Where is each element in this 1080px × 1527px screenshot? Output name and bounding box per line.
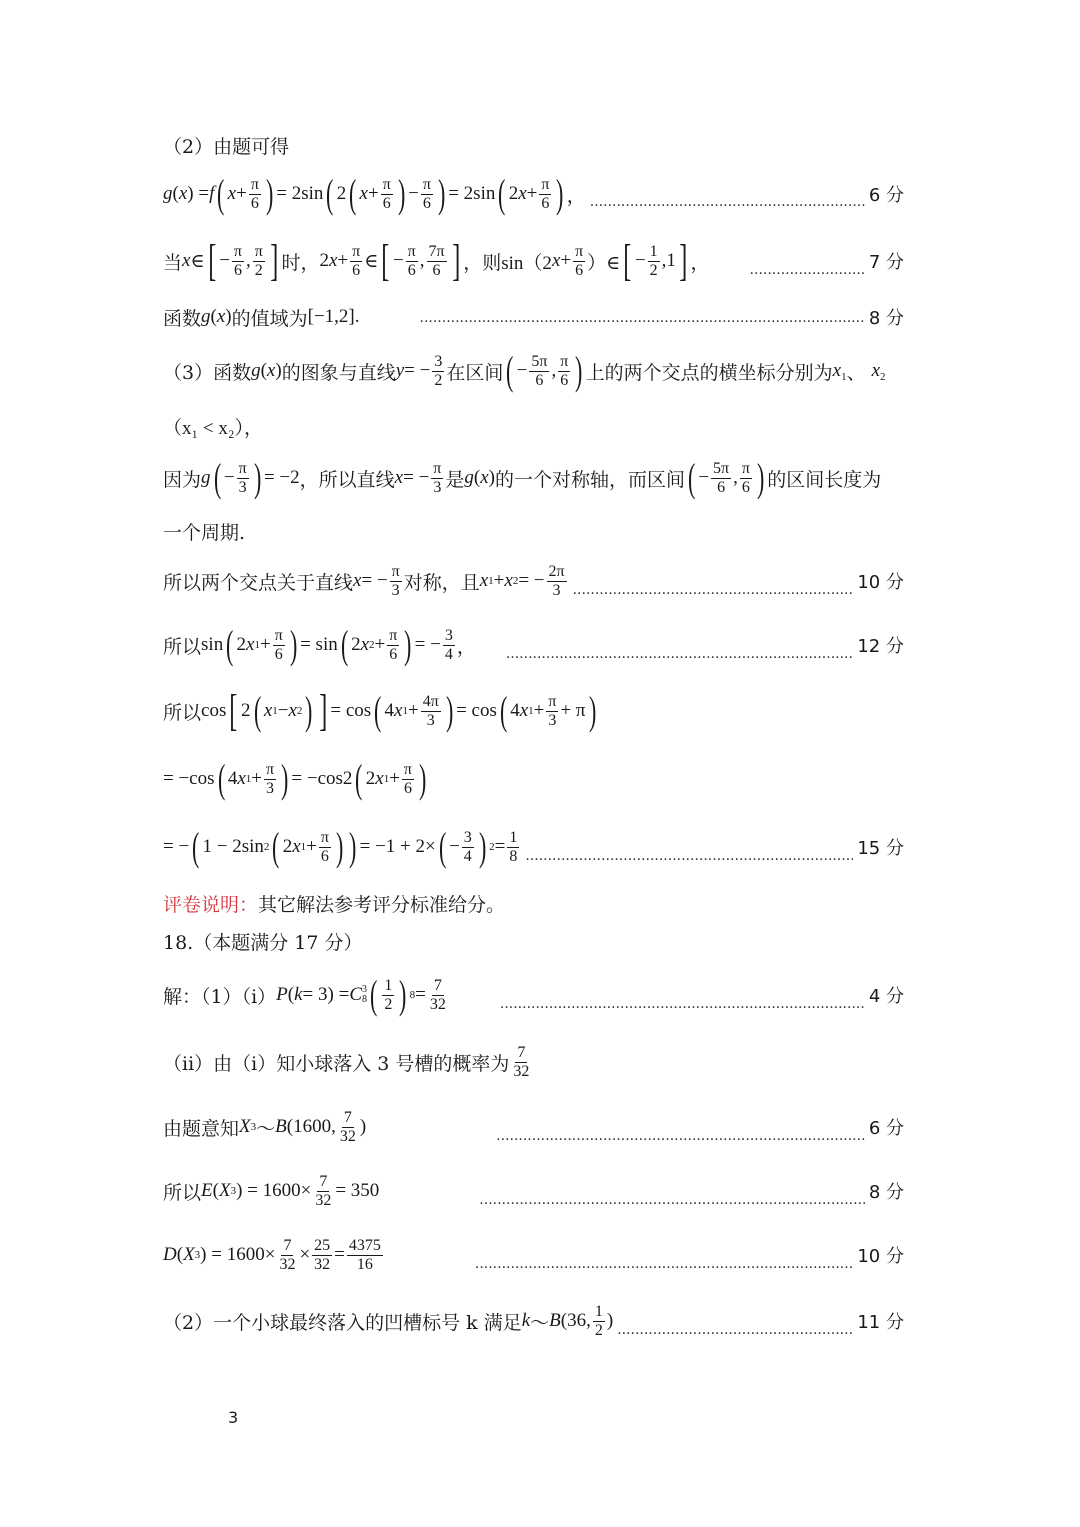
cos-formula2: = −cos ( 4 x 1 + $\frac{\pi}{3}$ ) = −cos2 ( 2 x 1 + $\frac{\pi}{6}$ ) bbox=[163, 756, 427, 801]
q18-dist-prefix: 由题意知 bbox=[163, 1117, 240, 1140]
part3-mid3: 上的两个交点的横坐标分别为 bbox=[585, 361, 833, 384]
symmetric-line bbox=[163, 556, 904, 606]
because-mid4: 的区间长度为 bbox=[767, 468, 882, 491]
value-set: [−1,2]. bbox=[307, 306, 360, 327]
score-10: 10 分 bbox=[857, 572, 904, 593]
symmetric-prefix: 所以两个交点关于直线 bbox=[163, 571, 354, 594]
q18-expectation-line bbox=[163, 1166, 904, 1216]
k-binomial: k ～ B (36, $\frac{1}{2}$ ) bbox=[521, 1302, 614, 1339]
q18-ii-line bbox=[163, 1036, 904, 1088]
because-mid2: 是 bbox=[445, 468, 465, 491]
part3-line1 bbox=[163, 345, 904, 397]
grading-note bbox=[163, 890, 505, 917]
cos-line3 bbox=[163, 822, 904, 872]
leader-dots bbox=[525, 848, 853, 872]
leader-dots bbox=[496, 1128, 865, 1152]
2x-interval: 2 x + $\frac{\pi}{6}$ ∈ [ − $\frac{\pi}{6}$ , $\frac{7\pi}{6}$ ] bbox=[319, 236, 460, 285]
then-text: 时， bbox=[281, 251, 320, 274]
leader-dots bbox=[590, 194, 865, 218]
part2-header: （2）由题可得 bbox=[163, 136, 290, 158]
score-6b: 6 分 bbox=[868, 1118, 904, 1139]
x1-symbol: $x_1$ bbox=[832, 359, 847, 383]
cos-line2 bbox=[163, 754, 904, 804]
q18-e-prefix: 所以 bbox=[163, 1181, 202, 1204]
cos-formula3: = − ( 1 − 2sin 2 ( 2 x 1 + $\frac{\pi}{6}$ ) ) = −1 + 2× ( − $\frac{3}{4}$ ) 2 = $\frac{1}{8}$ bbox=[163, 824, 518, 869]
part3-prefix: （3）函数 bbox=[163, 361, 252, 384]
leader-dots bbox=[500, 996, 865, 1020]
period-line: 一个周期. bbox=[163, 522, 246, 544]
q18-ii-text: （ii）由（i）知小球落入 3 号槽的概率为 bbox=[163, 1052, 510, 1075]
leader-dots bbox=[617, 1322, 853, 1346]
x-interval: x ∈ [ − $\frac{\pi}{6}$ , $\frac{\pi}{2}$ ] bbox=[182, 236, 279, 285]
leader-dots bbox=[420, 310, 865, 334]
g-neg-pi3: g ( − $\frac{\pi}{3}$ ) bbox=[201, 455, 261, 500]
leader-dots bbox=[506, 646, 854, 670]
value-range-text: 的值域为 bbox=[231, 307, 308, 330]
score-8b: 8 分 bbox=[868, 1182, 904, 1203]
leader-dots bbox=[479, 1192, 865, 1216]
because-text: 因为 bbox=[163, 468, 202, 491]
so-text: 所以 bbox=[163, 635, 202, 658]
when-text: 当 bbox=[163, 251, 183, 274]
score-7: 7 分 bbox=[868, 252, 904, 273]
cos-line1 bbox=[163, 686, 904, 736]
score-4: 4 分 bbox=[868, 986, 904, 1007]
q18-part2-text: （2）一个小球最终落入的凹槽标号 k 满足 bbox=[163, 1311, 522, 1334]
page-number: 3 bbox=[228, 1408, 239, 1427]
axis-line: x = − $\frac{\pi}{3}$ bbox=[394, 459, 442, 496]
score-11: 11 分 bbox=[857, 1312, 904, 1333]
because-mid1: ，所以直线 bbox=[299, 468, 395, 491]
because-line bbox=[163, 452, 904, 504]
range-line bbox=[163, 236, 904, 286]
score-6: 6 分 bbox=[868, 185, 904, 206]
eq-neg2: = −2 bbox=[263, 467, 300, 488]
because-mid3: 的一个对称轴，而区间 bbox=[494, 468, 685, 491]
cos-formula1: cos [ 2 ( x 1 − x 2 ) ] = cos ( 4 x 1 + $\frac{4\pi}{3}$ ) = cos ( 4 x 1 + $\frac{\pi}{3}$ + π ) bbox=[201, 686, 596, 735]
part3-mid2: 在区间 bbox=[446, 361, 504, 384]
value-range-line bbox=[163, 300, 904, 334]
so-text: ，则 bbox=[463, 251, 502, 274]
q18-i-prefix: 解：（1）（i） bbox=[163, 985, 277, 1008]
variance-formula: D ( X 3 ) = 1600× $\frac{7}{32}$ × $\frac{25}{32}$ = $\frac{4375}{16}$ bbox=[163, 1236, 381, 1273]
gx-symbol: g(x) bbox=[201, 306, 232, 327]
note-label: 评卷说明： bbox=[163, 894, 259, 916]
line-y-formula: y = − $\frac{3}{2}$ bbox=[395, 352, 443, 389]
axis-line: x = − $\frac{\pi}{3}$ bbox=[353, 562, 400, 599]
q18-part2-line bbox=[163, 1296, 904, 1346]
prob-value: $\frac{7}{32}$ bbox=[513, 1043, 530, 1080]
binomial-formula: X 3 ～ B (1600, $\frac{7}{32}$ ) bbox=[239, 1108, 367, 1145]
leader-dots bbox=[573, 582, 854, 606]
gx-symbol: g(x) bbox=[464, 467, 495, 488]
g-definition-line bbox=[163, 170, 904, 218]
score-8: 8 分 bbox=[868, 308, 904, 329]
sin-interval: sin（2 x + $\frac{\pi}{6}$ ）∈ [ − $\frac{1}{2}$ ,1 ] ， bbox=[501, 236, 710, 285]
score-15: 15 分 bbox=[857, 838, 904, 859]
symmetric-mid: 对称，且 bbox=[403, 571, 480, 594]
expectation-formula: E ( X 3 ) = 1600× $\frac{7}{32}$ = 350 bbox=[201, 1172, 380, 1209]
score-12: 12 分 bbox=[857, 636, 904, 657]
gx-symbol: g(x) bbox=[251, 360, 282, 381]
function-text: 函数 bbox=[163, 307, 202, 330]
sin-line bbox=[163, 620, 904, 670]
q18-dist-line bbox=[163, 1102, 904, 1152]
q18-variance-line bbox=[163, 1230, 904, 1280]
part3-tail: 、 bbox=[846, 361, 866, 384]
score-10b: 10 分 bbox=[857, 1246, 904, 1267]
interval-formula: ( − $\frac{5\pi}{6}$ , $\frac{\pi}{6}$ ) bbox=[506, 348, 583, 393]
interval-formula: ( − $\frac{5\pi}{6}$ , $\frac{\pi}{6}$ ) bbox=[687, 455, 765, 500]
x2-symbol: $x_2$ bbox=[871, 359, 886, 383]
sum-formula: x 1 + x 2 = − $\frac{2\pi}{3}$ bbox=[479, 562, 565, 599]
q18-header: 18.（本题满分 17 分） bbox=[163, 932, 363, 954]
leader-dots bbox=[750, 262, 865, 286]
g-formula: g ( x ) = f ( x + $\frac{\pi}{6}$ ) = 2sin ( 2 ( x + $\frac{\pi}{6}$ ) − $\frac{\pi}{6}$ ) = 2sin ( 2 x + $\frac{\pi}{6}$ ) ， bbox=[163, 171, 586, 216]
q18-i-line bbox=[163, 970, 904, 1020]
prob-formula: P ( k = 3) = C 3 8 ( $\frac{1}{2}$ ) 8 = $\frac{7}{32}$ bbox=[276, 972, 446, 1017]
sin-formula: sin ( 2 x 1 + $\frac{\pi}{6}$ ) = sin ( 2 x 2 + $\frac{\pi}{6}$ ) = − $\frac{3}{4}$ ， bbox=[201, 622, 476, 667]
leader-dots bbox=[475, 1256, 853, 1280]
part3-line2: （x₁ < x₂）， bbox=[163, 418, 263, 439]
note-text: 其它解法参考评分标准给分。 bbox=[258, 894, 506, 916]
part3-mid1: 的图象与直线 bbox=[281, 361, 396, 384]
so-text: 所以 bbox=[163, 701, 202, 724]
